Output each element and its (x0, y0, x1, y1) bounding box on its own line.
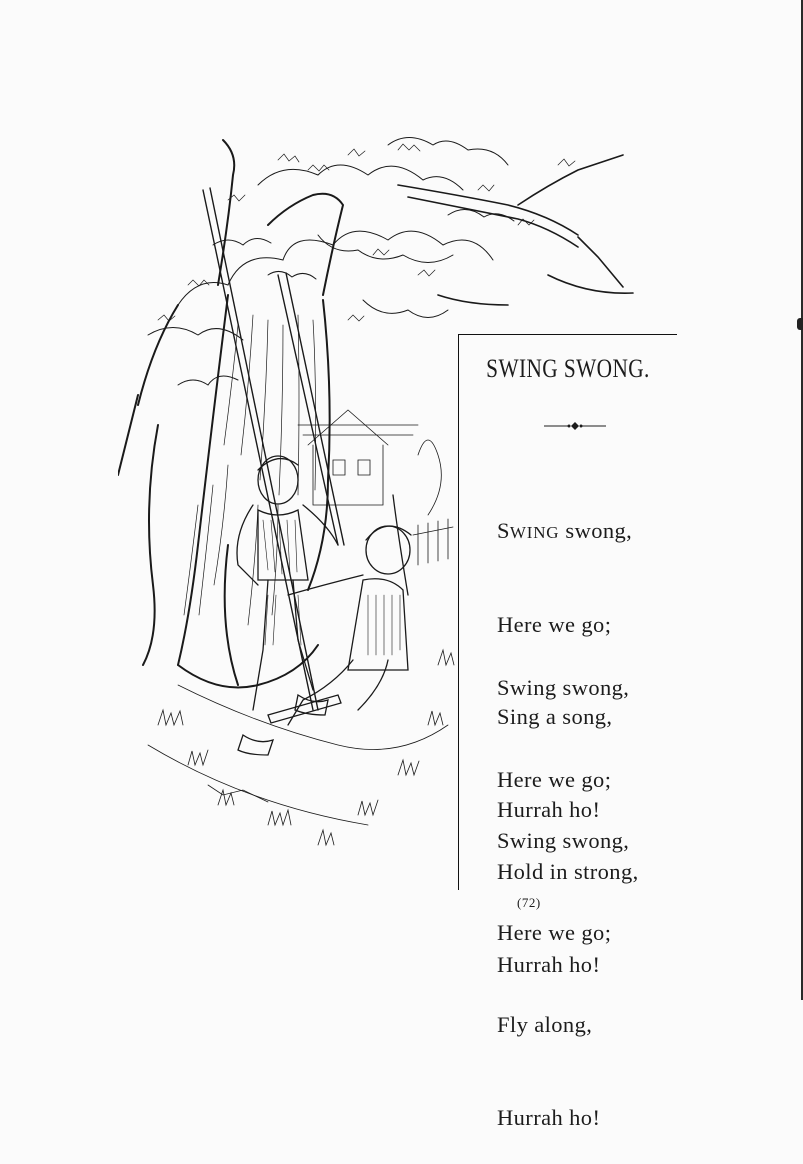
stanza-line: Hurrah ho! (497, 1104, 601, 1130)
pushing-boy (288, 495, 411, 725)
small-caps-word: WING (509, 522, 560, 542)
fence (413, 519, 453, 565)
stanza-line: Hurrah ho! (497, 796, 601, 822)
line-rest: swong, (559, 517, 633, 543)
drop-letter: S (497, 517, 510, 543)
grass (148, 650, 454, 845)
text-frame-top-rule (459, 334, 677, 335)
stanza-line: Hurrah ho! (497, 951, 601, 977)
stanza-line: Swing swong, (497, 827, 630, 853)
stanza-line: Swing swong, (497, 674, 630, 700)
poem-title: SWING SWONG. (486, 354, 650, 383)
leaf-texture (158, 144, 575, 321)
stanza-line: Sing a song, (497, 704, 613, 730)
stanza-line: Here we go; (497, 611, 612, 637)
stanza-line (497, 516, 632, 549)
right-branch (398, 155, 633, 305)
seated-boy (237, 456, 338, 755)
pushing-boy-shading (368, 595, 400, 655)
stanza-line: Here we go; (497, 919, 612, 945)
text-frame-left-rule (458, 334, 459, 890)
stanza-3 (497, 764, 629, 1164)
stanza-line: Hold in strong, (497, 859, 639, 885)
page-edge-mark (797, 318, 803, 330)
title-ornament (542, 418, 608, 434)
page-number: (72) (517, 895, 541, 910)
stanza-line: Here we go; (497, 766, 612, 792)
stanza-line: Fly along, (497, 1012, 593, 1038)
